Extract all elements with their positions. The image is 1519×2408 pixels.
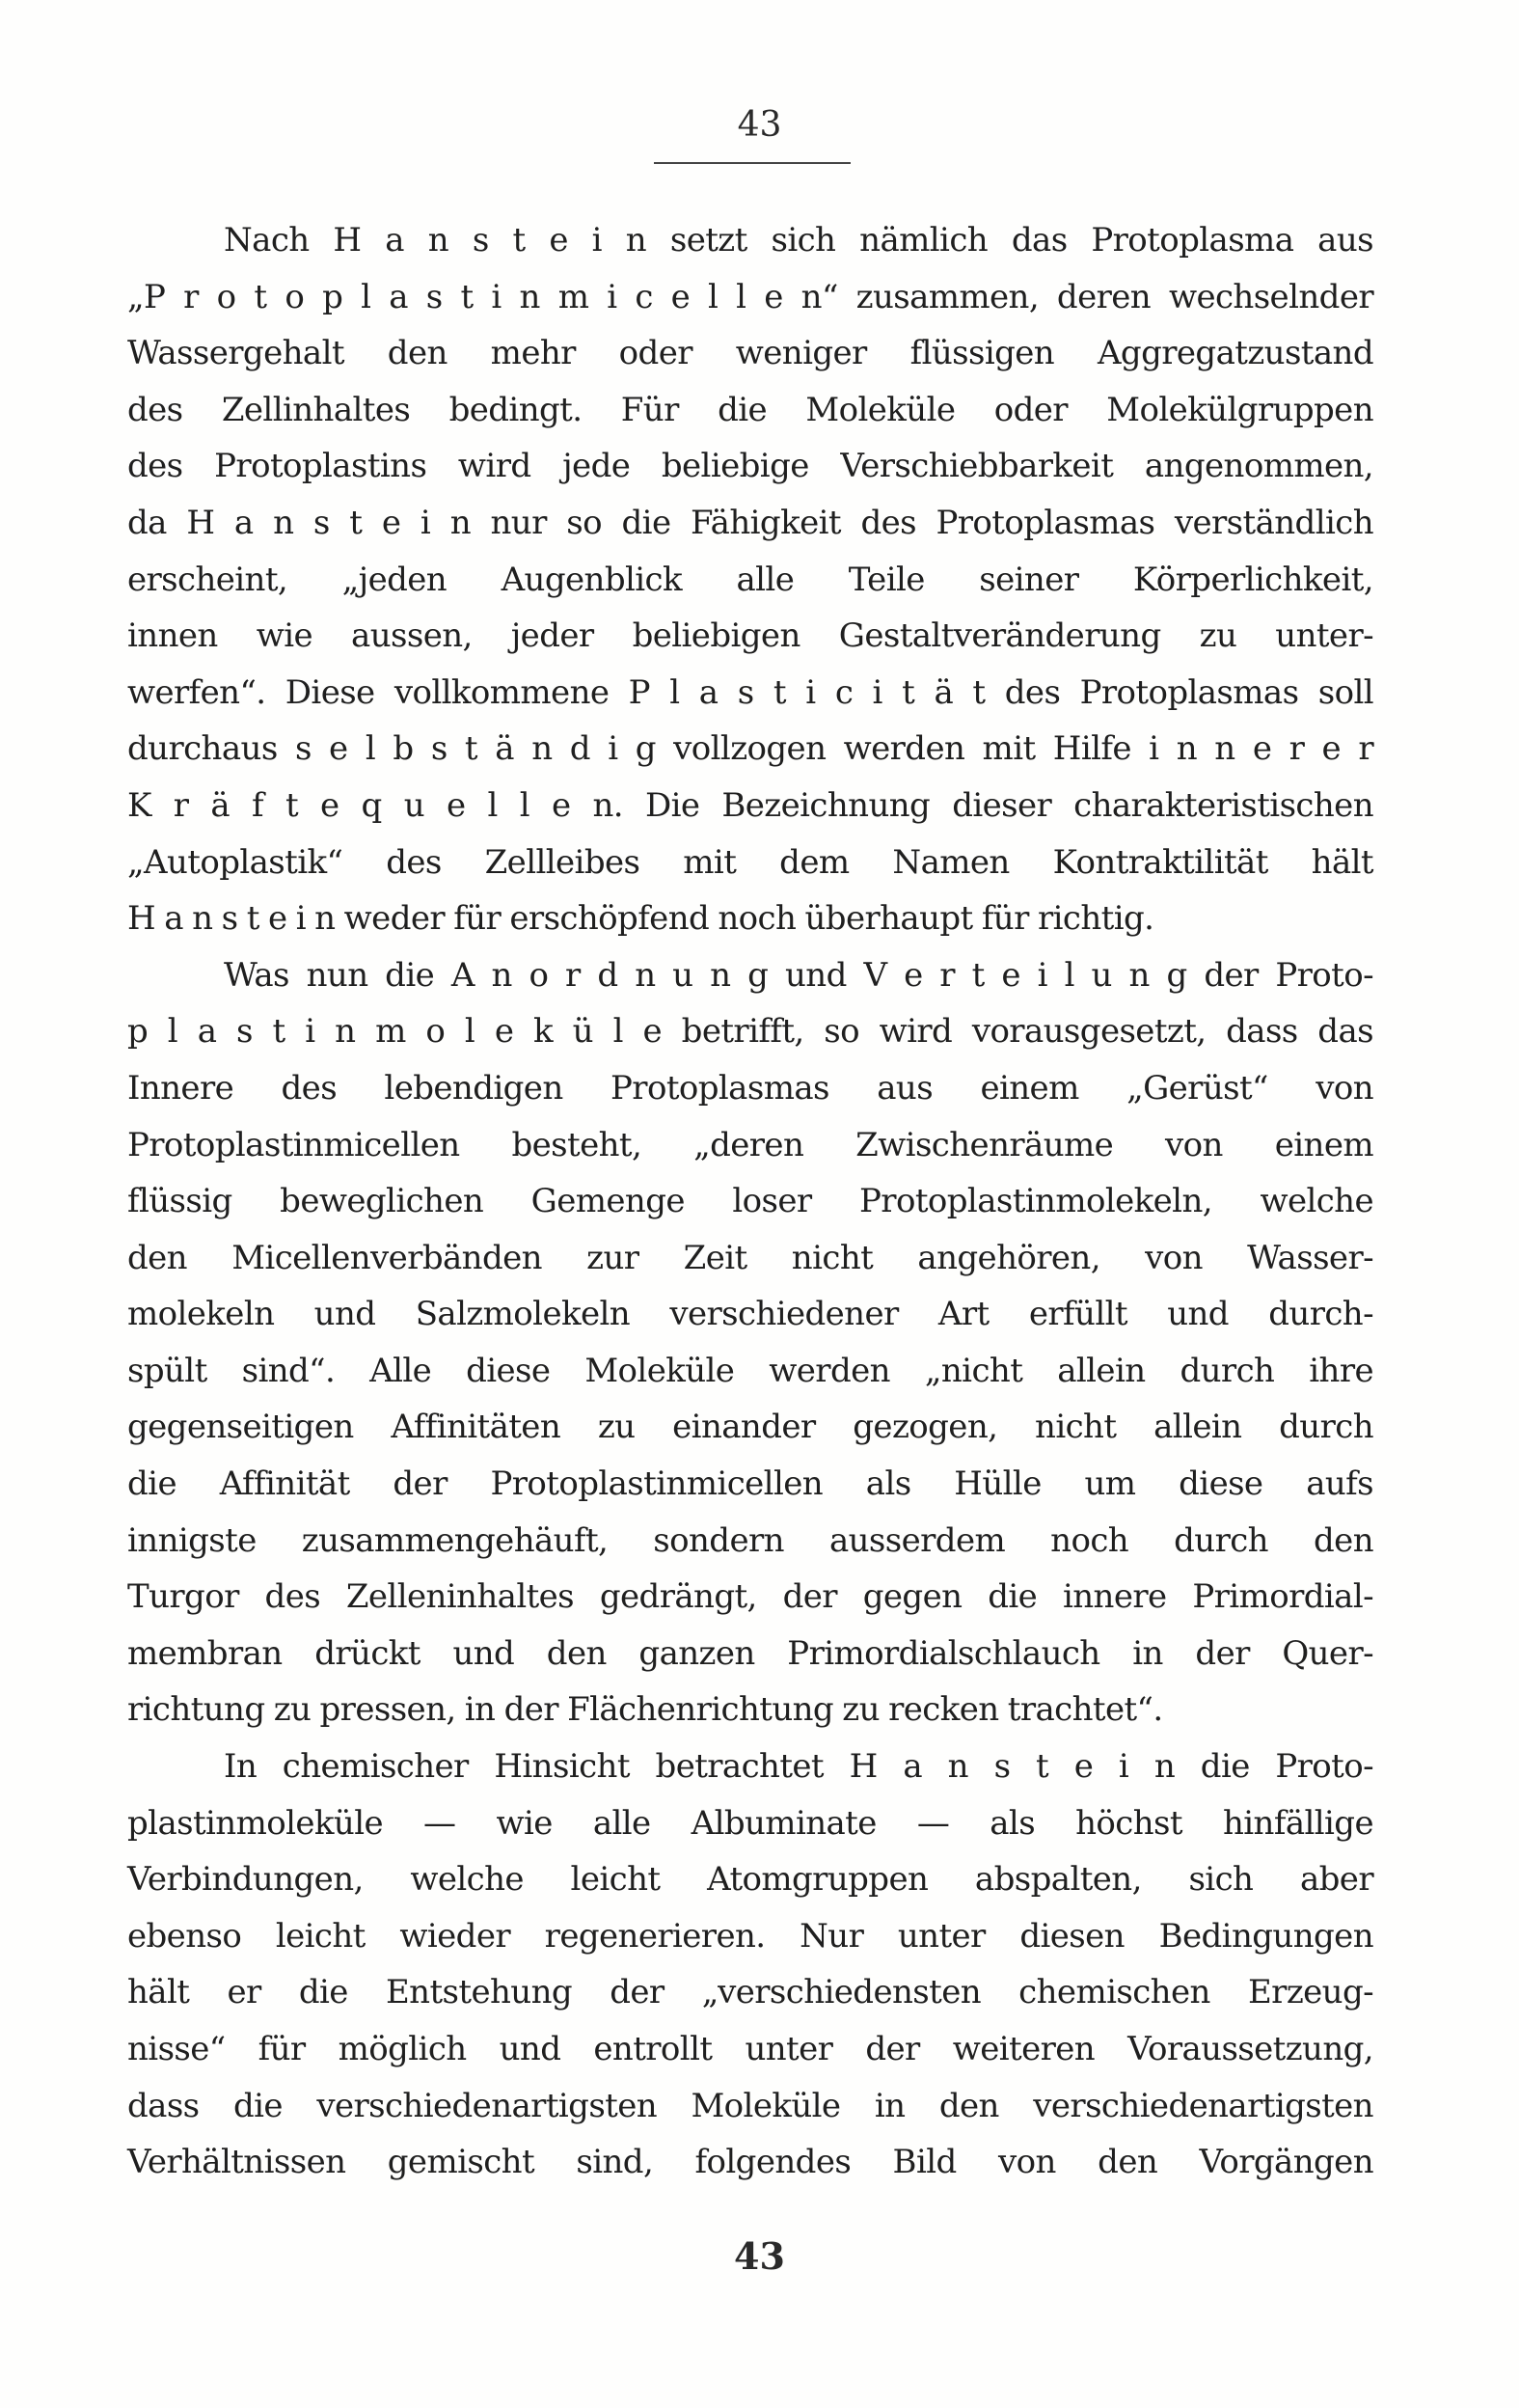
text-line: nisse“ für möglich und entrollt unter der weiteren Voraussetzung, <box>127 2030 1373 2068</box>
text-line: Nach H a n s t e i n setzt sich nämlich das Protoplasma aus <box>224 221 1373 260</box>
text-line: des Zellinhaltes bedingt. Für die Moleküle oder Molekülgruppen <box>127 390 1373 429</box>
text-line: da H a n s t e i n nur so die Fähigkeit des Protoplasmas verständlich <box>127 503 1373 542</box>
text-line: dass die verschiedenartigsten Moleküle in den verschiedenartigsten <box>127 2086 1373 2125</box>
text-line: In chemischer Hinsicht betrachtet H a n s t e i n die Proto- <box>224 1747 1373 1787</box>
text-line: spült sind“. Alle diese Moleküle werden „nicht allein durch ihre <box>127 1351 1373 1390</box>
text-line: gegenseitigen Affinitäten zu einander gezogen, nicht allein durch <box>127 1408 1373 1447</box>
text-line: durchaus s e l b s t ä n d i g vollzogen werden mit Hilfe i n n e r e r <box>127 729 1373 769</box>
text-line: Turgor des Zelleninhaltes gedrängt, der gegen die innere Primordial- <box>127 1577 1373 1617</box>
text-line: molekeln und Salzmolekeln verschiedener Art erfüllt und durch- <box>127 1295 1373 1334</box>
text-line: „Autoplastik“ des Zellleibes mit dem Namen Kontraktilität hält <box>127 842 1373 882</box>
text-line: hält er die Entstehung der „verschiedensten chemischen Erzeug- <box>127 1973 1373 2012</box>
text-line: p l a s t i n m o l e k ü l e betrifft, so wird vorausgesetzt, dass das <box>127 1012 1373 1052</box>
text-line: Protoplastinmicellen besteht, „deren Zwischenräume von einem <box>127 1125 1373 1164</box>
text-line: Verhältnissen gemischt sind, folgendes Bild von den Vorgängen <box>127 2143 1373 2182</box>
text-line: Verbindungen, welche leicht Atomgruppen abspalten, sich aber <box>127 1860 1373 1900</box>
text-line: erscheint, „jeden Augenblick alle Teile seiner Körperlichkeit, <box>127 560 1373 599</box>
text-line: Innere des lebendigen Protoplasmas aus einem „Gerüst“ von <box>127 1068 1373 1108</box>
text-line: „P r o t o p l a s t i n m i c e l l e n“ zusammen, deren wechselnder <box>127 277 1373 316</box>
text-line: richtung zu pressen, in der Flächenrichtung zu recken trachtet“. <box>127 1690 1163 1730</box>
text-line: des Protoplastins wird jede beliebige Verschiebbarkeit angenommen, <box>127 447 1373 486</box>
text-line: innen wie aussen, jeder beliebigen Gestaltveränderung zu unter- <box>127 616 1373 656</box>
page-number-header: 43 <box>737 105 782 145</box>
text-line: K r ä f t e q u e l l e n. Die Bezeichnung dieser charakteristischen <box>127 785 1373 825</box>
text-line: membran drückt und den ganzen Primordialschlauch in der Quer- <box>127 1633 1373 1673</box>
text-line: innigste zusammengehäuft, sondern ausserdem noch durch den <box>127 1520 1373 1560</box>
text-line: plastinmoleküle — wie alle Albuminate — als höchst hinfällige <box>127 1803 1373 1843</box>
text-line: H a n s t e i n weder für erschöpfend noch überhaupt für richtig. <box>127 899 1154 939</box>
text-line: die Affinität der Protoplastinmicellen als Hülle um diese aufs <box>127 1464 1373 1504</box>
text-line: flüssig beweglichen Gemenge loser Protoplastinmolekeln, welche <box>127 1182 1373 1221</box>
text-line: den Micellenverbänden zur Zeit nicht angehören, von Wasser- <box>127 1238 1373 1277</box>
header-rule <box>654 162 851 164</box>
text-line: Wassergehalt den mehr oder weniger flüssigen Aggregatzustand <box>127 334 1373 373</box>
text-line: Was nun die A n o r d n u n g und V e r t e i l u n g der Proto- <box>224 955 1373 995</box>
text-line: werfen“. Diese vollkommene P l a s t i c i t ä t des Protoplasmas soll <box>127 672 1373 712</box>
text-line: ebenso leicht wieder regenerieren. Nur unter diesen Bedingungen <box>127 1916 1373 1956</box>
body-text <box>127 212 1373 2191</box>
page-number-footer: 43 <box>734 2234 785 2278</box>
